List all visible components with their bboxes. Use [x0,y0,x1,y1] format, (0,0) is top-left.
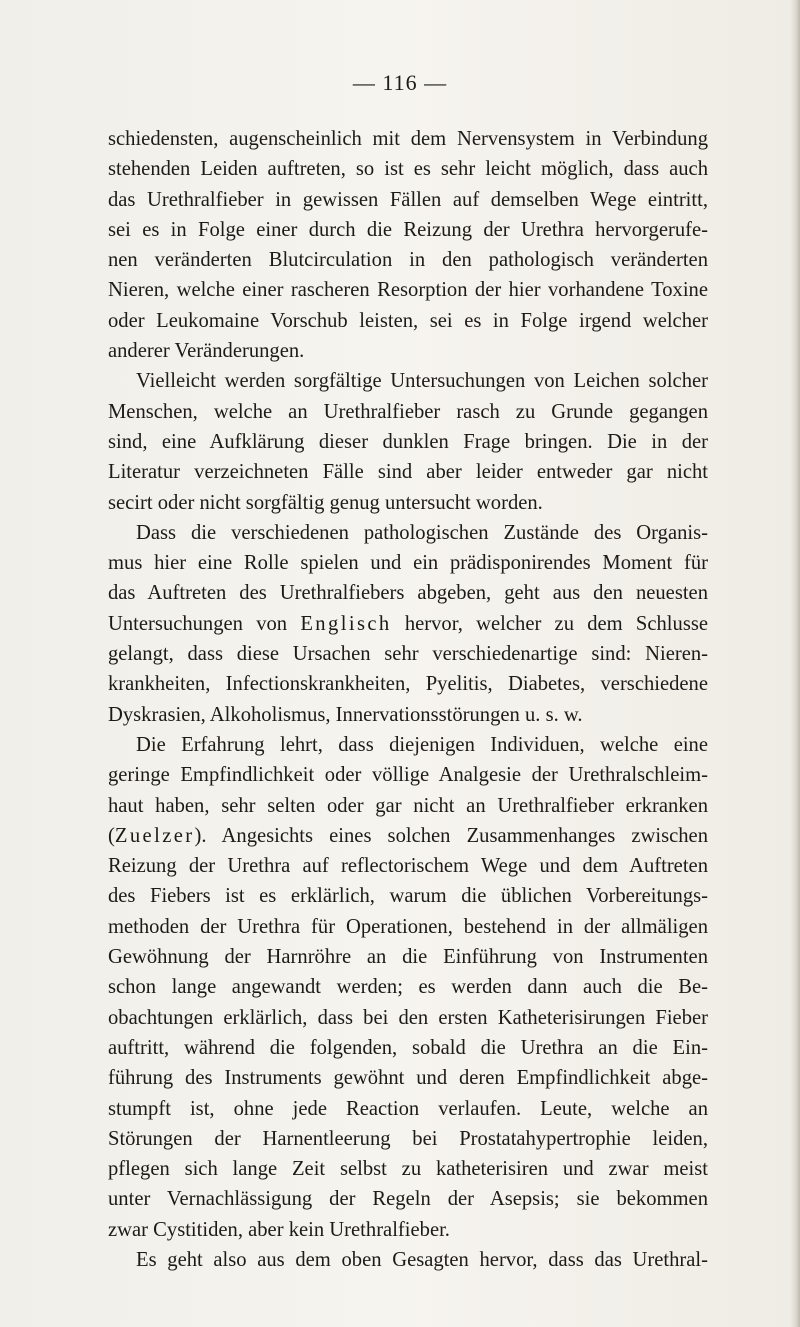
text-segment: ( [108,824,115,847]
text-line: Gewöhnung der Harnröhre an die Einführung von Instrumenten [108,946,708,969]
text-line: Dass die verschiedenen pathologischen Zustände des Organis- [136,521,708,544]
text-line: oder Leukomaine Vorschub leisten, sei es in Folge irgend welcher [108,309,708,332]
text-line: stehenden Leiden auftreten, so ist es sehr leicht möglich, dass auch [108,158,708,181]
text-line: Nieren, welche einer rascheren Resorption der hier vorhandene Toxine [108,279,708,302]
page-number-header: — 116 — [352,70,448,95]
text-line: Störungen der Harnentleerung bei Prostatahypertrophie leiden, [108,1127,708,1150]
text-line: führung des Instruments gewöhnt und deren Empfindlichkeit abge- [108,1067,708,1090]
body-text [108,124,708,1275]
text-line: das Urethralfieber in gewissen Fällen auf demselben Wege eintritt, [108,188,708,211]
text-line: secirt oder nicht sorgfältig genug untersucht worden. [108,491,543,514]
text-line: obachtungen erklärlich, dass bei den ersten Katheterisirungen Fieber [108,1006,708,1029]
text-line: des Fiebers ist es erklärlich, warum die üblichen Vorbereitungs- [108,885,708,908]
text-line: Vielleicht werden sorgfältige Untersuchungen von Leichen solcher [136,370,708,393]
text-line: pflegen sich lange Zeit selbst zu katheterisiren und zwar meist [108,1158,708,1181]
text-line: das Auftreten des Urethralfiebers abgeben, geht aus den neuesten [108,582,708,605]
text-line: schiedensten, augenscheinlich mit dem Nervensystem in Verbindung [108,128,708,150]
text-line: Literatur verzeichneten Fälle sind aber leider entweder gar nicht [108,461,708,484]
text-line [108,609,708,639]
text-line: haut haben, sehr selten oder gar nicht an Urethralfieber erkranken [108,794,708,817]
text-line: zwar Cystitiden, aber kein Urethralfieber. [108,1218,450,1241]
text-line: Menschen, welche an Urethralfieber rasch zu Grunde gegangen [108,400,708,423]
spaced-name: Zuelzer [114,824,195,847]
text-line: krankheiten, Infectionskrankheiten, Pyelitis, Diabetes, verschiedene [108,673,708,696]
text-line: unter Vernachlässigung der Regeln der Asepsis; sie bekommen [108,1188,708,1211]
text-segment: ). Angesichts eines solchen Zusammenhanges zwischen [194,824,708,847]
spaced-name: Englisch [300,612,392,635]
text-line: nen veränderten Blutcirculation in den pathologisch veränderten [108,249,708,272]
text-line: sind, eine Aufklärung dieser dunklen Frage bringen. Die in der [108,430,708,453]
text-line: gelangt, dass diese Ursachen sehr verschiedenartige sind: Nieren- [108,643,708,666]
text-line: schon lange angewandt werden; es werden dann auch die Be- [108,976,708,999]
text-line: sei es in Folge einer durch die Reizung der Urethra hervorgerufe- [108,218,708,241]
text-line: mus hier eine Rolle spielen und ein prädisponirendes Moment für [108,552,708,575]
text-line: Die Erfahrung lehrt, dass diejenigen Individuen, welche eine [136,733,708,756]
text-line: geringe Empfindlichkeit oder völlige Analgesie der Urethralschleim- [108,764,708,787]
text-segment: hervor, welcher zu dem Schlusse [391,612,708,635]
text-line: auftritt, während die folgenden, sobald die Urethra an die Ein- [108,1036,708,1059]
text-segment: Untersuchungen von [108,612,301,635]
page-edge-shadow [790,0,800,1327]
text-line [108,821,708,851]
text-line: anderer Veränderungen. [108,340,305,363]
text-line: Reizung der Urethra auf reflectorischem Wege und dem Auftreten [108,855,708,878]
text-line: Dyskrasien, Alkoholismus, Innervationsstörungen u. s. w. [108,703,583,726]
text-line: Es geht also aus dem oben Gesagten hervor, dass das Urethral- [136,1248,708,1271]
text-line: stumpft ist, ohne jede Reaction verlaufen. Leute, welche an [108,1097,708,1120]
text-line: methoden der Urethra für Operationen, bestehend in der allmäligen [108,915,708,938]
